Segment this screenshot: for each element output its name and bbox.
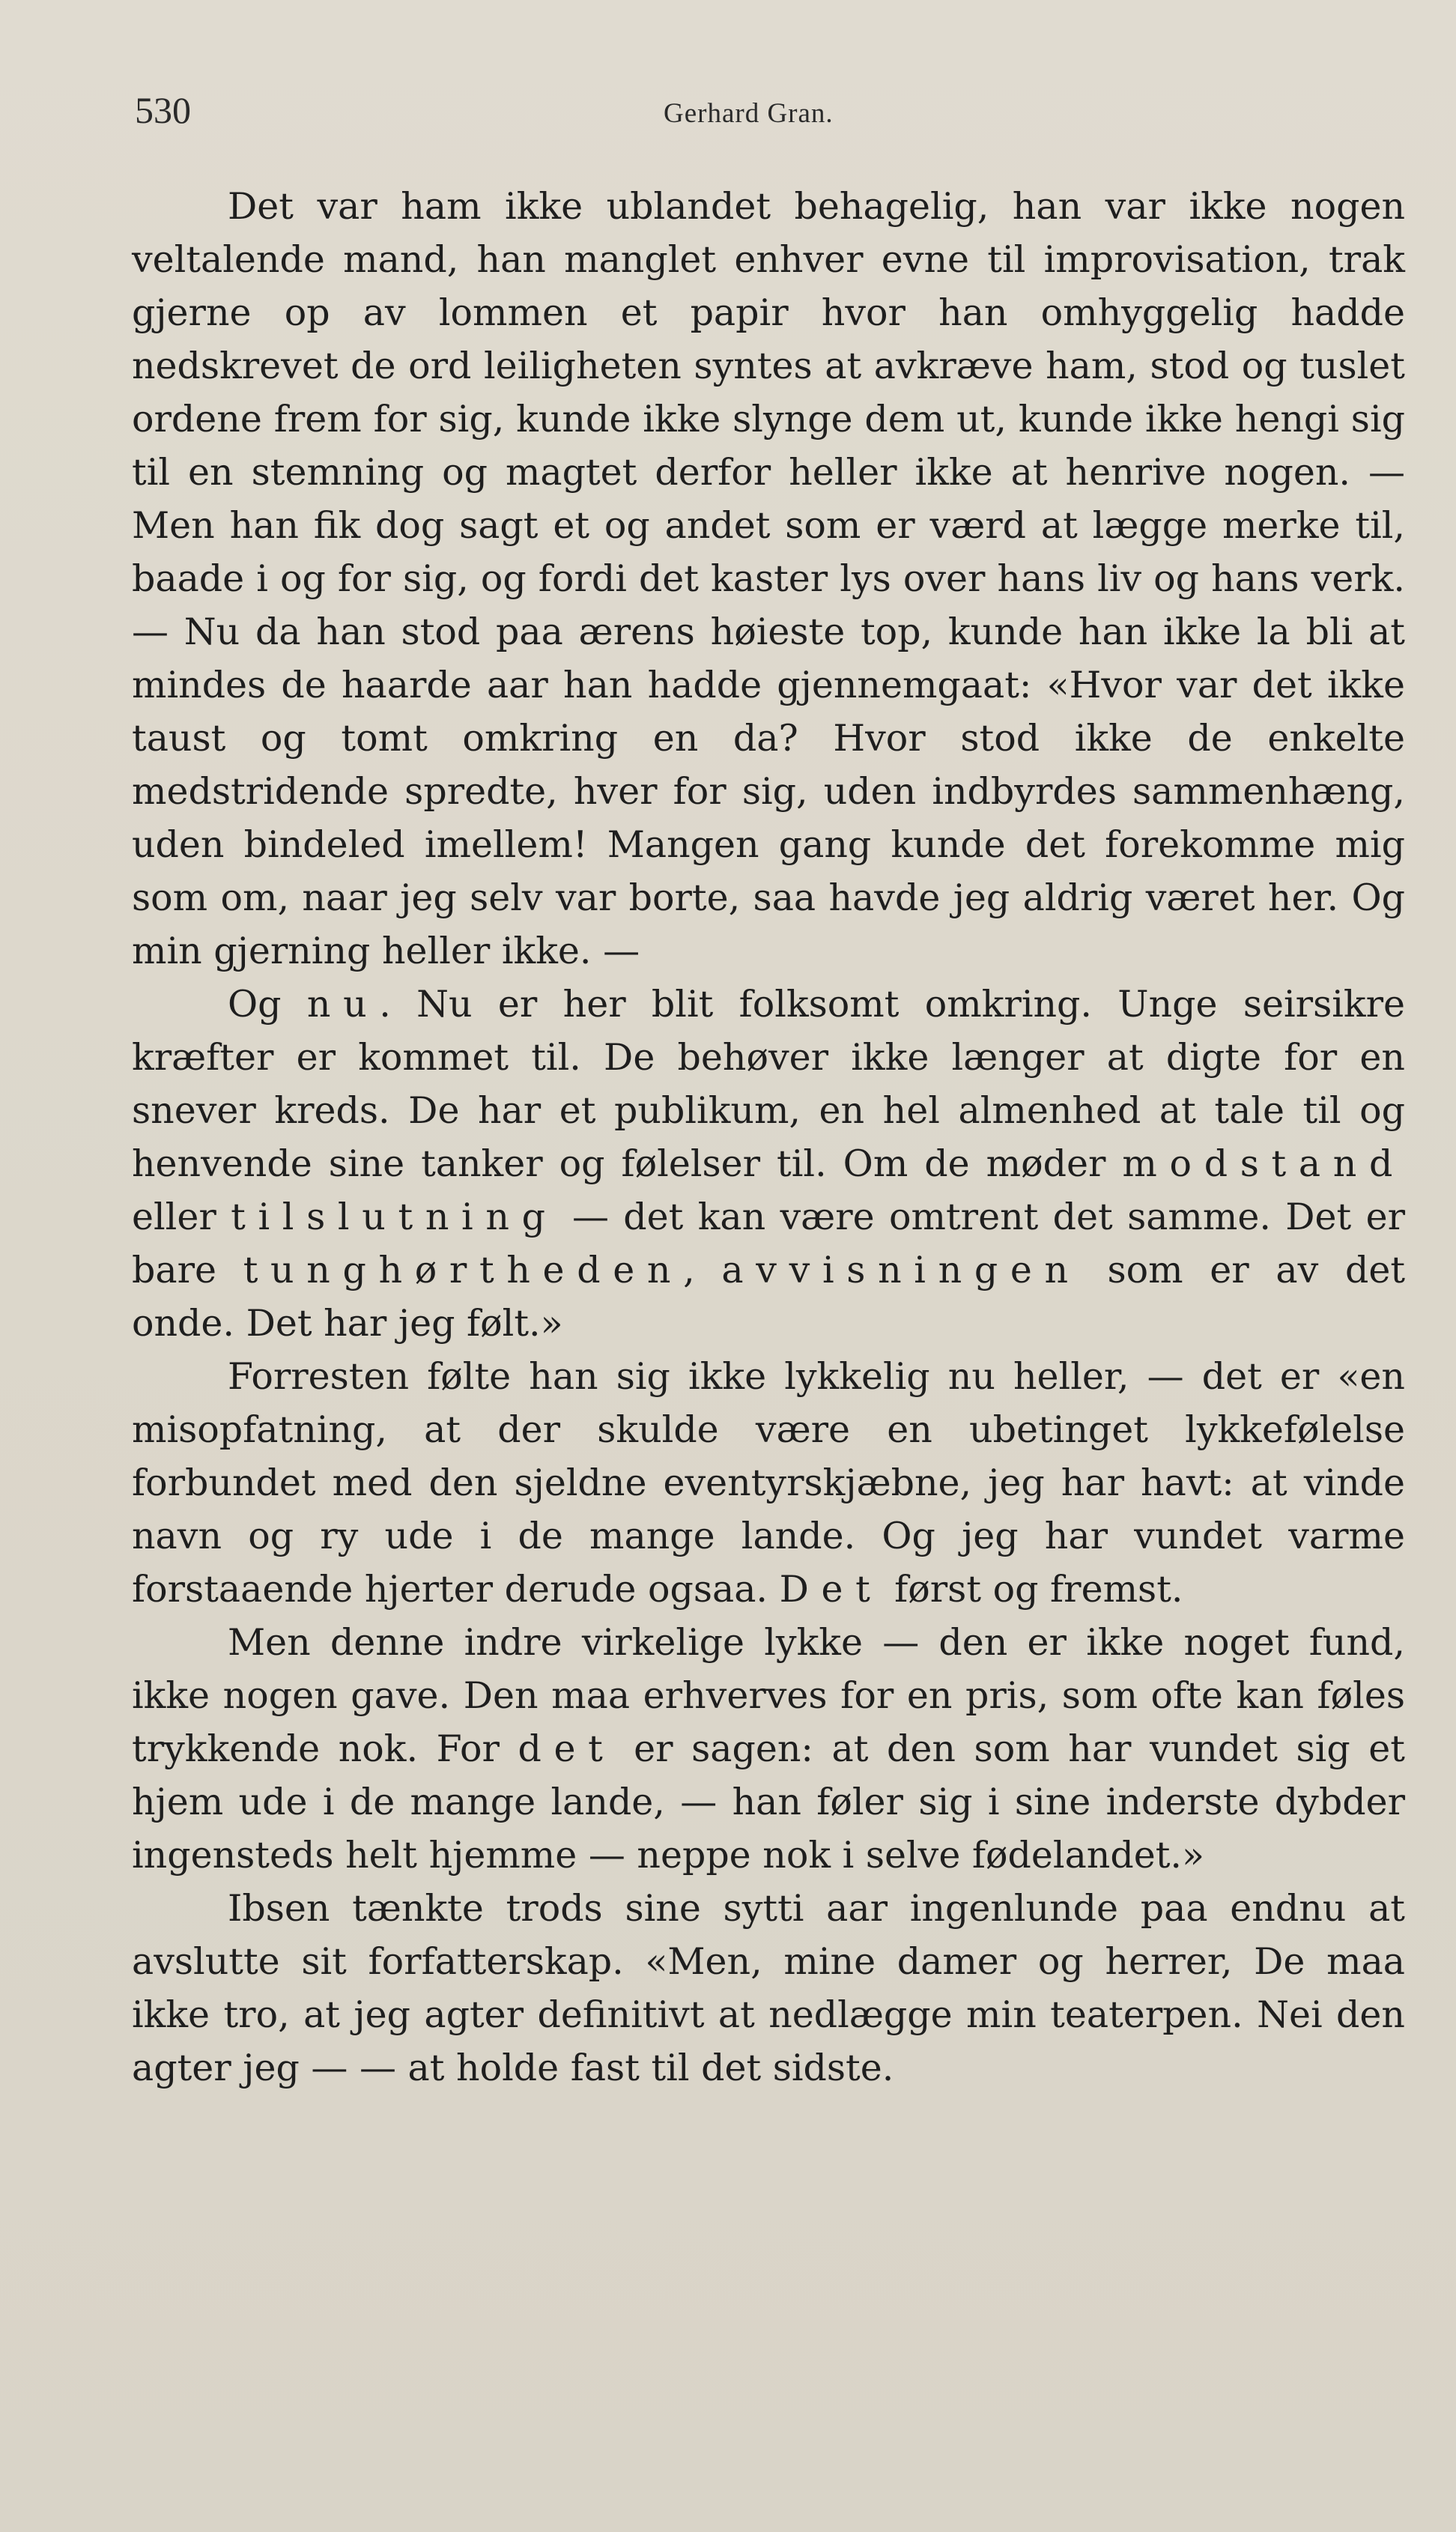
paragraph-1-text: Det var ham ikke ublandet behagelig, han var ikke nogen veltalende mand, han manglet enhver evne til improvisation, trak gjerne op av lommen et papir hvor han omhyggelig hadde nedskrevet de ord leiligheten syntes at avkræve ham, stod og tuslet ordene frem for sig, kunde ikke slynge dem ut, kunde ikke hengi sig til en stemning og magtet derfor heller ikke at henrive nogen. — Men han fik dog sagt et og andet som er værd at lægge merke til, baade i og for sig, og fordi det kaster lys over hans liv og hans verk. — Nu da han stod paa ærens høieste top, kunde han ikke la bli at mindes de haarde aar han hadde gjennemgaat: «Hvor var det ikke taust og tomt omkring en da? Hvor stod ikke de enkelte medstridende spredte, hver for sig, uden indbyrdes sammenhæng, uden bindeled imellem! Mangen gang kunde det forekomme mig som om, naar jeg selv var borte, saa havde jeg aldrig været her. Og min gjerning heller ikke. — [132,185,1405,972]
paragraph-4-text-2: er sagen: at den som har vundet sig et hjem ude i de mange lande, — han føler sig i sine inderste dybder ingensteds helt hjemme — neppe nok i selve fødelandet.» [132,1727,1405,1877]
paragraph-3-text-2: først og fremst. [882,1568,1183,1611]
spaced-word-avvisningen: avvisningen [721,1249,1081,1291]
spaced-word-modstand: modstand [1122,1142,1405,1185]
paragraph-1 [132,180,1405,978]
paragraph-2 [132,978,1405,1350]
spaced-word-tunghortheden: tunghørtheden [243,1249,684,1291]
paragraph-2-text-1: Og [228,983,307,1026]
body-text [132,180,1405,2095]
spaced-word-det: Det [779,1568,883,1611]
spaced-word-tilslutning: tilslutning [231,1196,558,1238]
page-number: 530 [135,89,191,131]
paragraph-4 [132,1616,1405,1882]
spaced-word-nu: nu [306,983,380,1026]
paragraph-3 [132,1350,1405,1616]
paragraph-2-text-2: . Nu er her blit folksomt omkring. Unge seirsikre kræfter er kommet til. De behøver ikke længer at digte for en snever kreds. De har et publikum, en hel almenhed at tale til og henvende sine tanker og følelser til. Om de møder [132,983,1405,1185]
paragraph-3-text-1: Forresten følte han sig ikke lykkelig nu heller, — det er «en misopfatning, at der skulde være en ubetinget lykkefølelse forbundet med den sjeldne eventyrskjæbne, jeg har havt: at vinde navn og ry ude i de mange lande. Og jeg har vundet varme forstaaende hjerter derude ogsaa. [132,1355,1405,1611]
running-head: Gerhard Gran. [664,98,834,129]
paragraph-2-text-3: eller [132,1196,231,1238]
paragraph-2-text-4: — det kan være omtrent det samme. Det er bare [132,1196,1406,1291]
paragraph-2-text-6: som er av det onde. Det har jeg følt.» [132,1249,1406,1345]
page-header [132,88,1405,148]
paragraph-5-text: Ibsen tænkte trods sine sytti aar ingenlunde paa endnu at avslutte sit forfatterskap. «Men, mine damer og herrer, De maa ikke tro, at jeg agter definitivt at nedlægge min teaterpen. Nei den agter jeg — — at holde fast til det sidste. [132,1887,1405,2089]
spaced-word-det-2: det [518,1727,616,1770]
paragraph-2-text-5: , [683,1249,722,1291]
paragraph-4-text-1: Men denne indre virkelige lykke — den er ikke noget fund, ikke nogen gave. Den maa erhverves for en pris, som ofte kan føles trykkende nok. For [132,1621,1405,1770]
paragraph-5 [132,1882,1405,2095]
